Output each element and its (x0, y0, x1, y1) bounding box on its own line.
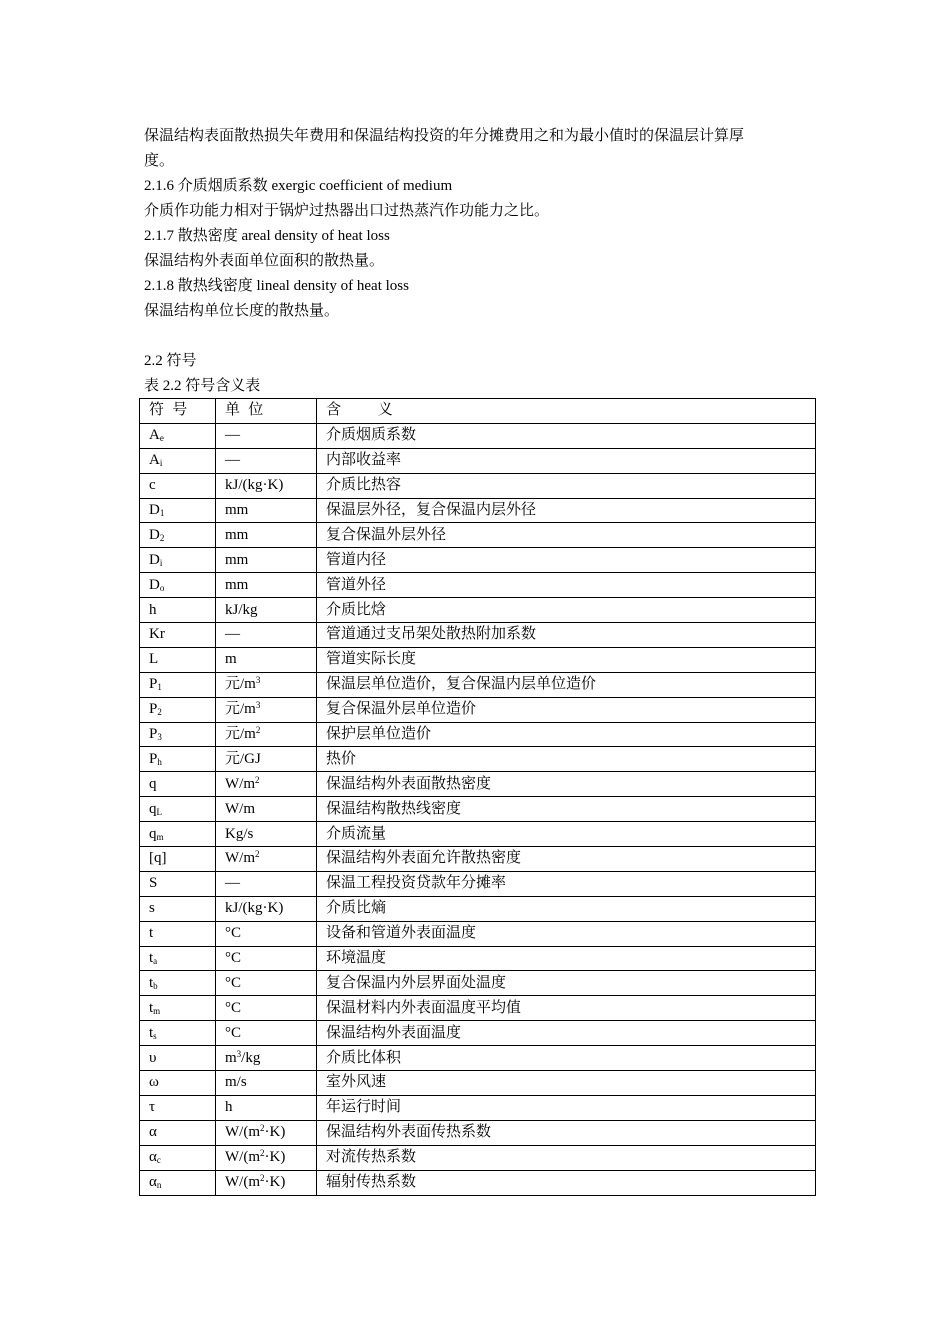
table-row (140, 996, 816, 1021)
meaning-cell: 保护层单位造价 (317, 722, 816, 747)
symbol-text: D (149, 526, 160, 543)
symbol-cell (140, 747, 216, 772)
unit-cell (216, 871, 317, 896)
table-row (140, 623, 816, 648)
symbol-subscript: a (153, 956, 158, 967)
symbol-cell (140, 548, 216, 573)
meaning-cell: 管道通过支吊架处散热附加系数 (317, 623, 816, 648)
unit-cell (216, 921, 317, 946)
symbol-text: c (149, 477, 156, 494)
unit-text: kJ/kg (225, 601, 258, 618)
unit-cell (216, 623, 317, 648)
symbol-cell (140, 822, 216, 847)
unit-cell (216, 1095, 317, 1120)
meaning-cell: 复合保温内外层界面处温度 (317, 971, 816, 996)
unit-text: °C (225, 974, 242, 991)
unit-cell (216, 946, 317, 971)
meaning-cell: 管道实际长度 (317, 647, 816, 672)
unit-cell (216, 797, 317, 822)
symbol-text: t (149, 1024, 154, 1041)
table-row (140, 473, 816, 498)
meaning-cell: 复合保温外层外径 (317, 523, 816, 548)
unit-cell (216, 598, 317, 623)
unit-text: W/m (225, 850, 255, 867)
meaning-cell: 年运行时间 (317, 1095, 816, 1120)
symbol-text: [q] (149, 850, 167, 867)
table-row (140, 722, 816, 747)
symbol-cell (140, 772, 216, 797)
unit-superscript: 2 (260, 1123, 265, 1134)
unit-text: mm (225, 576, 249, 593)
unit-superscript: 2 (255, 849, 260, 860)
meaning-cell: 内部收益率 (317, 448, 816, 473)
symbol-cell (140, 498, 216, 523)
unit-text: — (225, 452, 240, 469)
symbol-text: α (149, 1149, 157, 1166)
symbol-text: s (149, 900, 155, 917)
table-row (140, 672, 816, 697)
unit-text: 元/GJ (225, 750, 261, 767)
unit-text: h (225, 1099, 233, 1116)
meaning-cell: 对流传热系数 (317, 1145, 816, 1170)
meaning-cell: 介质比热容 (317, 473, 816, 498)
unit-cell (216, 647, 317, 672)
symbol-cell (140, 722, 216, 747)
unit-text: m (225, 651, 237, 668)
unit-text: mm (225, 502, 249, 518)
symbol-cell (140, 921, 216, 946)
symbol-cell (140, 672, 216, 697)
table-row (140, 1145, 816, 1170)
table-row (140, 772, 816, 797)
meaning-cell: 保温材料内外表面温度平均值 (317, 996, 816, 1021)
unit-cell (216, 1071, 317, 1096)
symbol-cell (140, 647, 216, 672)
symbol-cell (140, 573, 216, 598)
meaning-cell: 保温结构外表面散热密度 (317, 772, 816, 797)
table-row (140, 523, 816, 548)
meaning-cell: 介质烟质系数 (317, 423, 816, 448)
unit-text: °C (225, 999, 242, 1016)
symbol-table (139, 398, 816, 1196)
symbol-cell (140, 896, 216, 921)
symbol-subscript: s (153, 1030, 157, 1041)
symbol-cell (140, 623, 216, 648)
symbol-cell (140, 871, 216, 896)
table-header-row (140, 399, 816, 424)
table-row (140, 573, 816, 598)
unit-cell (216, 971, 317, 996)
symbol-text: t (149, 999, 154, 1016)
symbol-text: α (149, 1124, 157, 1141)
unit-cell (216, 1021, 317, 1046)
table-row (140, 1170, 816, 1195)
symbol-text: h (149, 601, 157, 618)
symbol-subscript: e (159, 433, 164, 444)
symbol-cell (140, 797, 216, 822)
symbol-cell (140, 1170, 216, 1195)
table-row (140, 1046, 816, 1071)
symbol-cell (140, 847, 216, 872)
paragraph-definition-line2: 度。 (144, 153, 175, 169)
unit-cell (216, 548, 317, 573)
symbol-text: P (149, 750, 158, 767)
symbol-subscript: m (153, 1005, 161, 1016)
meaning-cell: 介质比体积 (317, 1046, 816, 1071)
symbol-cell (140, 971, 216, 996)
unit-text: m/s (225, 1074, 247, 1091)
symbol-subscript: n (156, 1180, 162, 1191)
unit-text: Kg/s (225, 825, 254, 842)
unit-text: W/(m (225, 1149, 260, 1166)
heading-2-1-7: 2.1.7 散热密度 areal density of heat loss (144, 228, 390, 244)
symbol-subscript: o (159, 582, 165, 593)
meaning-cell: 保温层外径，复合保温内层外径 (317, 498, 816, 523)
symbol-cell (140, 1145, 216, 1170)
symbol-cell (140, 1071, 216, 1096)
symbol-text: ω (149, 1074, 159, 1091)
meaning-cell: 保温结构散热线密度 (317, 797, 816, 822)
document-body (144, 124, 816, 399)
symbol-text: A (149, 427, 160, 444)
unit-cell (216, 996, 317, 1021)
unit-text: 元/m (225, 676, 256, 693)
symbol-text: A (149, 452, 160, 469)
symbol-cell (140, 1021, 216, 1046)
unit-text: W/(m (225, 1124, 260, 1141)
unit-cell (216, 722, 317, 747)
unit-cell (216, 573, 317, 598)
meaning-cell: 保温工程投资贷款年分摊率 (317, 871, 816, 896)
meaning-cell: 介质比熵 (317, 896, 816, 921)
unit-text: mm (225, 526, 249, 543)
unit-superscript: 3 (255, 675, 261, 686)
unit-cell (216, 1170, 317, 1195)
unit-cell (216, 672, 317, 697)
table-row (140, 1071, 816, 1096)
unit-superscript: 3 (255, 700, 261, 711)
table-row (140, 871, 816, 896)
meaning-cell: 保温结构外表面允许散热密度 (317, 847, 816, 872)
table-caption: 表 2.2 符号含义表 (144, 378, 261, 394)
symbol-subscript: 2 (159, 532, 165, 543)
unit-superscript: 2 (255, 774, 260, 785)
unit-cell (216, 847, 317, 872)
unit-cell (216, 1046, 317, 1071)
symbol-text: D (149, 502, 160, 518)
symbol-cell (140, 996, 216, 1021)
unit-text: kJ/(kg·K) (225, 900, 284, 917)
symbol-cell (140, 946, 216, 971)
symbol-text: q (149, 800, 157, 817)
symbol-cell (140, 473, 216, 498)
unit-text: W/(m (225, 1174, 260, 1191)
table-row (140, 822, 816, 847)
meaning-cell: 管道内径 (317, 548, 816, 573)
symbol-cell (140, 448, 216, 473)
unit-cell (216, 473, 317, 498)
unit-superscript: 2 (260, 1173, 265, 1184)
symbol-subscript: 2 (157, 707, 162, 718)
unit-cell (216, 896, 317, 921)
unit-suffix: ·K) (264, 1174, 286, 1191)
symbol-subscript: i (159, 557, 163, 568)
symbol-cell (140, 697, 216, 722)
meaning-cell: 辐射传热系数 (317, 1170, 816, 1195)
meaning-cell: 室外风速 (317, 1071, 816, 1096)
symbol-cell (140, 423, 216, 448)
unit-text: kJ/(kg·K) (225, 477, 284, 494)
meaning-cell: 保温层单位造价，复合保温内层单位造价 (317, 672, 816, 697)
unit-suffix: ·K) (264, 1149, 286, 1166)
symbol-text: τ (149, 1099, 156, 1116)
symbol-cell (140, 598, 216, 623)
header-meaning: 含 义 (317, 399, 816, 424)
symbol-text: P (149, 726, 158, 743)
table-row (140, 1021, 816, 1046)
meaning-cell: 环境温度 (317, 946, 816, 971)
table-row (140, 747, 816, 772)
unit-cell (216, 822, 317, 847)
symbol-text: α (149, 1174, 157, 1191)
unit-text: °C (225, 925, 242, 942)
unit-suffix: ·K) (264, 1124, 286, 1141)
unit-text: — (225, 626, 240, 643)
symbol-text: t (149, 974, 154, 991)
unit-superscript: 2 (255, 725, 261, 736)
table-row (140, 1120, 816, 1145)
meaning-cell: 介质比焓 (317, 598, 816, 623)
symbol-subscript: i (159, 458, 163, 469)
symbol-text: P (149, 701, 158, 718)
table-row (140, 946, 816, 971)
meaning-cell: 热价 (317, 747, 816, 772)
unit-text: 元/m (225, 701, 256, 718)
symbol-text: t (149, 925, 154, 942)
unit-superscript: 3 (236, 1048, 242, 1059)
symbol-cell (140, 523, 216, 548)
symbol-subscript: m (156, 831, 164, 842)
table-row (140, 797, 816, 822)
unit-cell (216, 523, 317, 548)
heading-2-1-6: 2.1.6 介质烟质系数 exergic coefficient of medium (144, 178, 453, 194)
unit-text: — (225, 875, 240, 892)
unit-cell (216, 772, 317, 797)
meaning-cell: 保温结构外表面温度 (317, 1021, 816, 1046)
symbol-text: L (149, 651, 159, 668)
table-row (140, 697, 816, 722)
symbol-text: q (149, 775, 157, 792)
unit-text: W/m (225, 800, 255, 817)
table-row (140, 647, 816, 672)
symbol-subscript: 1 (157, 682, 162, 693)
table-row (140, 896, 816, 921)
symbol-cell (140, 1046, 216, 1071)
unit-text: mm (225, 551, 249, 568)
symbol-text: Kr (149, 626, 165, 643)
header-unit: 单 位 (216, 399, 317, 424)
paragraph-2-1-6: 介质作功能力相对于锅炉过热器出口过热蒸汽作功能力之比。 (144, 203, 550, 219)
symbol-subscript: h (157, 756, 162, 767)
symbol-text: D (149, 551, 160, 568)
symbol-text: q (149, 825, 157, 842)
unit-superscript: 2 (260, 1148, 265, 1159)
symbol-text: υ (149, 1049, 157, 1066)
symbol-subscript: c (156, 1155, 161, 1166)
heading-2-2: 2.2 符号 (144, 353, 197, 369)
meaning-cell: 保温结构外表面传热系数 (317, 1120, 816, 1145)
heading-2-1-8: 2.1.8 散热线密度 lineal density of heat loss (144, 278, 409, 294)
header-symbol: 符 号 (140, 399, 216, 424)
symbol-subscript: b (153, 980, 158, 991)
table-row (140, 598, 816, 623)
symbol-cell (140, 1120, 216, 1145)
unit-cell (216, 747, 317, 772)
symbol-text: P (149, 676, 158, 693)
symbol-subscript: L (156, 806, 162, 817)
symbol-subscript: 1 (159, 508, 165, 518)
unit-suffix: /kg (241, 1049, 261, 1066)
table-row (140, 971, 816, 996)
table-row (140, 423, 816, 448)
paragraph-2-1-8: 保温结构单位长度的散热量。 (144, 303, 340, 319)
paragraph-2-1-7: 保温结构外表面单位面积的散热量。 (144, 253, 385, 269)
unit-text: °C (225, 950, 242, 967)
unit-text: m (225, 1049, 237, 1066)
meaning-cell: 设备和管道外表面温度 (317, 921, 816, 946)
table-row (140, 448, 816, 473)
symbol-text: S (149, 875, 158, 892)
unit-cell (216, 1120, 317, 1145)
table-row (140, 847, 816, 872)
unit-text: W/m (225, 775, 255, 792)
meaning-cell: 复合保温外层单位造价 (317, 697, 816, 722)
unit-cell (216, 423, 317, 448)
symbol-subscript: 3 (157, 732, 162, 743)
unit-cell (216, 697, 317, 722)
unit-text: — (225, 427, 240, 444)
table-row (140, 548, 816, 573)
meaning-cell: 管道外径 (317, 573, 816, 598)
table-row (140, 1095, 816, 1120)
meaning-cell: 介质流量 (317, 822, 816, 847)
symbol-text: t (149, 950, 154, 967)
symbol-text: D (149, 576, 160, 593)
unit-text: °C (225, 1024, 242, 1041)
table-row (140, 498, 816, 523)
symbol-cell (140, 1095, 216, 1120)
unit-cell (216, 448, 317, 473)
paragraph-definition-line1: 保温结构表面散热损失年费用和保温结构投资的年分摊费用之和为最小值时的保温层计算厚 (144, 128, 745, 144)
table-row (140, 921, 816, 946)
unit-cell (216, 498, 317, 523)
unit-cell (216, 1145, 317, 1170)
unit-text: 元/m (225, 726, 256, 743)
